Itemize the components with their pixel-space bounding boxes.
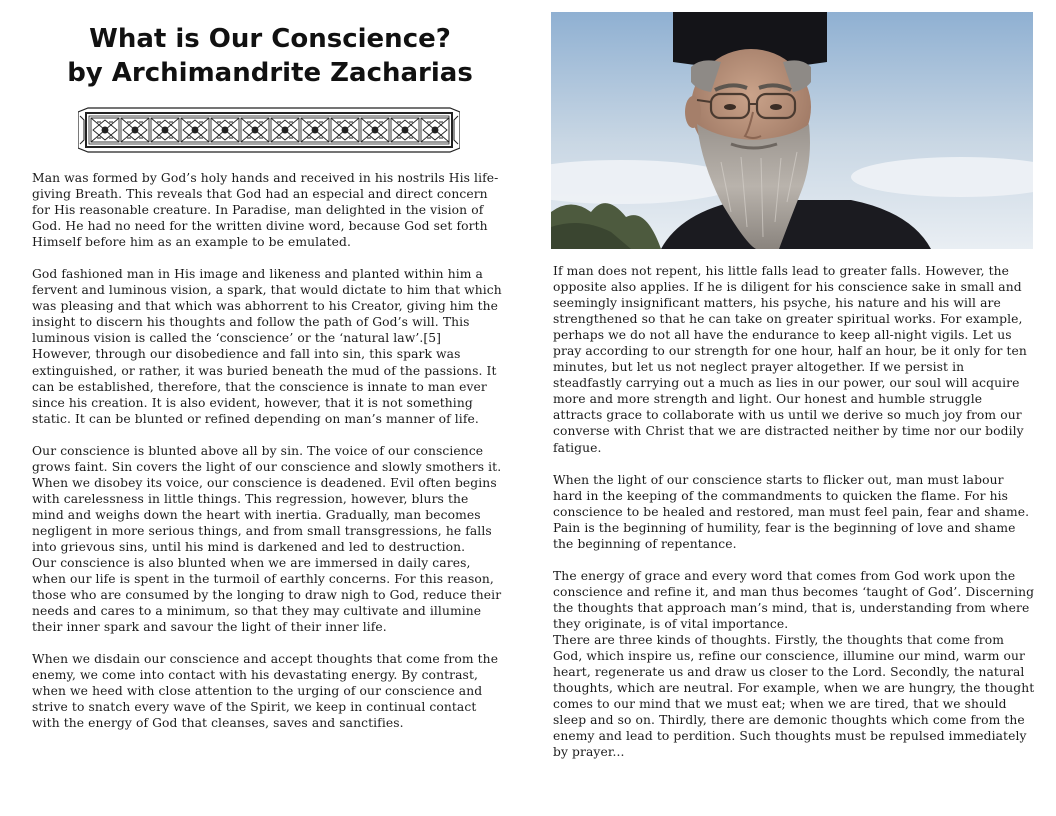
left-text-column [32, 170, 502, 748]
left-paragraph-4: Our conscience is also blunted when we are immersed in daily cares, when our life is spent in the turmoil of earthly concerns. For this reason, those who are consumed by the longing to draw nigh to God, reduce their needs and cares to a minimum, so that they may cultivate and illumine their inner spark and savour the light of their inner life. [32, 556, 502, 635]
right-paragraph-1: If man does not repent, his little falls lead to greater falls. However, the opposite also applies. If he is diligent for his conscience sake in small and seemingly insignificant matters, his psyche, his nature and his will are strengthened so that he can take on greater spiritual works. For example, perhaps we do not all have the endurance to keep all-night vigils. Let us pray according to our strength for one hour, half an hour, be it only for ten minutes, but let us not neglect prayer altogether. If we persist in steadfastly carrying out a much as lies in our power, our soul will acquire more and more strength and light. Our honest and humble struggle attracts grace to collaborate with us until we derive so much joy from our converse with Christ that we are distracted neither by time nor our bodily fatigue. [553, 264, 1027, 455]
right-paragraph-4: There are three kinds of thoughts. Firstly, the thoughts that come from God, which inspire us, refine our conscience, illumine our mind, warm our heart, regenerate us and draw us closer to the Lord. Secondly, the natural thoughts, which are neutral. For example, when we are hungry, the thought comes to our mind that we must eat; when we are tired, that we should sleep and so on. Thirdly, there are demonic thoughts which come from the enemy and lead to perdition. Such thoughts must be repulsed immediately by prayer... [553, 632, 1035, 760]
right-text-column [553, 263, 1035, 776]
left-paragraph-3: Our conscience is blunted above all by sin. The voice of our conscience grows faint. Sin covers the light of our conscience and slowly smothers it. When we disobey its voice, our conscience is deadened. Evil often begins with carelessness in little things. This regression, however, blurs the mind and weighs down the heart with inertia. Gradually, man becomes negligent in more serious things, and from small transgressions, he falls into grievous sins, until his mind is darkened and led to destruction. [32, 443, 502, 554]
ornamental-border [78, 104, 460, 156]
right-paragraph-2: When the light of our conscience starts to flicker out, man must labour hard in the keeping of the commandments to quicken the flame. For his conscience to be healed and restored, man must feel pain, fear and shame. Pain is the beginning of humility, fear is the beginning of love and shame the beginning of repentance. [553, 472, 1030, 551]
portrait-illustration [551, 12, 1033, 249]
left-paragraph-1: Man was formed by God’s holy hands and received in his nostrils His life-giving Breath. This reveals that God had an especial and direct concern for His reasonable creature. In Paradise, man delighted in the vision of God. He had no need for the written divine word, because God set forth Himself before him as an example to be emulated. [32, 171, 499, 250]
left-paragraph-2: God fashioned man in His image and likeness and planted within him a fervent and luminous vision, a spark, that would dictate to him that which was pleasing and that which was abhorrent to his Creator, giving him the insight to discern his thoughts and follow the path of God’s will. This luminous vision is called the ‘conscience’ or the ‘natural law’.[5] However, through our disobedience and fall into sin, this spark was extinguished, or rather, it was buried beneath the mud of the passions. It can be established, therefore, that the conscience is innate to man ever since his creation. It is also evident, however, that it is not something static. It can be blunted or refined depending on man’s manner of life. [32, 267, 502, 426]
article-title [30, 22, 510, 90]
left-paragraph-5: When we disdain our conscience and accept thoughts that come from the enemy, we come into contact with his devastating energy. By contrast, when we heed with close attention to the urging of our conscience and strive to snatch every wave of the Spirit, we keep in continual contact with the energy of God that cleanses, saves and sanctifies. [32, 652, 499, 731]
right-paragraph-3: The energy of grace and every word that comes from God work upon the conscience and refine it, and man thus becomes ‘taught of God’. Discerning the thoughts that approach man’s mind, that is, understanding from where they originate, is of vital importance. [553, 568, 1035, 631]
title-line-1: What is Our Conscience? [89, 24, 451, 54]
portrait-photo [551, 12, 1033, 249]
title-line-2: by Archimandrite Zacharias [67, 58, 473, 88]
